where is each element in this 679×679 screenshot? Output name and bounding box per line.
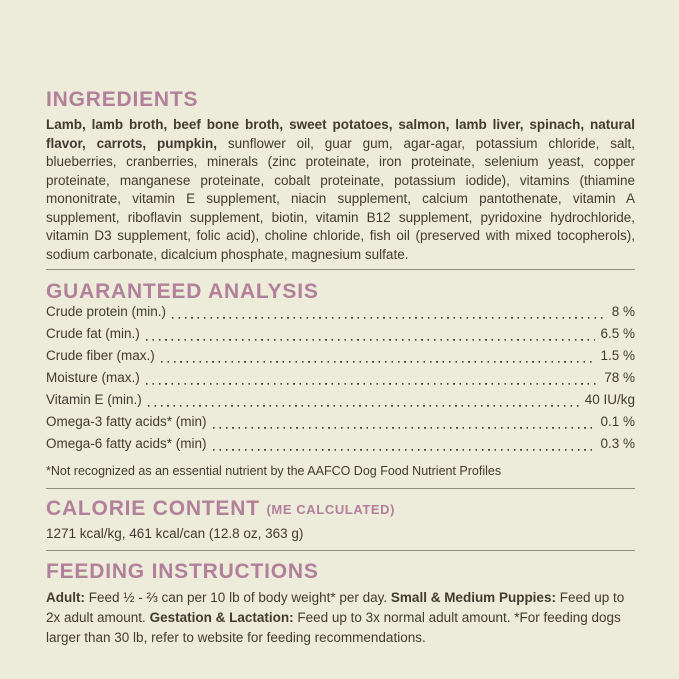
ingredients-rest: sunflower oil, guar gum, agar-agar, potassium chloride, salt, blueberries, cranberries, minerals (zinc proteinate, iron proteinate, selenium yeast, copper proteinate, manganese proteinate, cobalt proteinate, potassium iodide), vitamins (thiamine mononitrate, vitamin E supplement, niacin supplement, calcium pantothenate, vitamin A supplement, riboflavin supplement, biotin, vitamin B12 supplement, pyridoxine hydrochloride, vitamin D3 supplement, folic acid), choline chloride, fish oil (preserved with mixed tocopherols), sodium carbonate, dicalcium phosphate, magnesium sulfate. <box>46 135 635 262</box>
feeding-adult-text: Feed ½ - ⅔ can per 10 lb of body weight* per day. <box>84 590 391 605</box>
calorie-values: 1271 kcal/kg, 461 kcal/can (12.8 oz, 363 g) <box>46 526 304 541</box>
calorie-heading-suffix: (ME CALCULATED) <box>266 502 396 517</box>
guaranteed-analysis-table <box>46 304 635 458</box>
feeding-instructions-text <box>46 588 635 648</box>
analysis-row <box>46 348 635 370</box>
feeding-gestation-label: Gestation & Lactation: <box>149 610 294 625</box>
analysis-row <box>46 370 635 392</box>
dot-leader <box>213 414 596 436</box>
ingredients-text <box>46 116 635 264</box>
ingredients-bold-lead: Lamb, lamb broth, beef bone broth, sweet potatoes, salmon, lamb liver, spinach, natural flavor, carrots, pumpkin, <box>46 117 635 151</box>
analysis-row <box>46 304 635 326</box>
analysis-value: 8 % <box>611 304 635 319</box>
analysis-row <box>46 392 635 414</box>
analysis-label: Vitamin E (min.) <box>46 392 142 407</box>
section-divider <box>46 269 635 270</box>
analysis-row <box>46 436 635 458</box>
section-divider <box>46 550 635 551</box>
analysis-row <box>46 414 635 436</box>
section-divider <box>46 488 635 489</box>
label-content <box>46 0 635 648</box>
guaranteed-analysis-heading: GUARANTEED ANALYSIS <box>46 280 319 303</box>
calorie-heading-main: CALORIE CONTENT <box>46 497 267 520</box>
feeding-instructions-heading: FEEDING INSTRUCTIONS <box>46 560 319 583</box>
dot-leader <box>161 348 596 370</box>
analysis-label: Crude fiber (max.) <box>46 348 155 363</box>
dot-leader <box>213 436 596 458</box>
ingredients-heading: INGREDIENTS <box>46 88 199 111</box>
analysis-label: Crude protein (min.) <box>46 304 167 319</box>
analysis-label: Omega-6 fatty acids* (min) <box>46 436 207 451</box>
analysis-row <box>46 326 635 348</box>
dot-leader <box>146 326 596 348</box>
analysis-value: 0.3 % <box>600 436 635 451</box>
analysis-value: 1.5 % <box>600 348 635 363</box>
feeding-puppies-text: Feed up to 2x adult amount. <box>46 590 625 625</box>
analysis-label: Moisture (max.) <box>46 370 140 385</box>
analysis-value: 0.1 % <box>600 414 635 429</box>
analysis-value: 6.5 % <box>600 326 635 341</box>
feeding-adult-label: Adult: <box>46 590 85 605</box>
dot-leader <box>146 370 599 392</box>
feeding-gestation-text: Feed up to 3x normal adult amount. *For feeding dogs larger than 30 lb, refer to website for feeding recommendations. <box>46 610 621 645</box>
dot-leader <box>172 304 607 326</box>
analysis-label: Crude fat (min.) <box>46 326 140 341</box>
dot-leader <box>148 392 580 414</box>
analysis-label: Omega-3 fatty acids* (min) <box>46 414 207 429</box>
feeding-puppies-label: Small & Medium Puppies: <box>390 590 556 605</box>
analysis-value: 40 IU/kg <box>584 392 635 407</box>
calorie-content-heading <box>46 498 635 520</box>
aafco-footnote: *Not recognized as an essential nutrient by the AAFCO Dog Food Nutrient Profiles <box>46 464 502 478</box>
analysis-value: 78 % <box>604 370 635 385</box>
